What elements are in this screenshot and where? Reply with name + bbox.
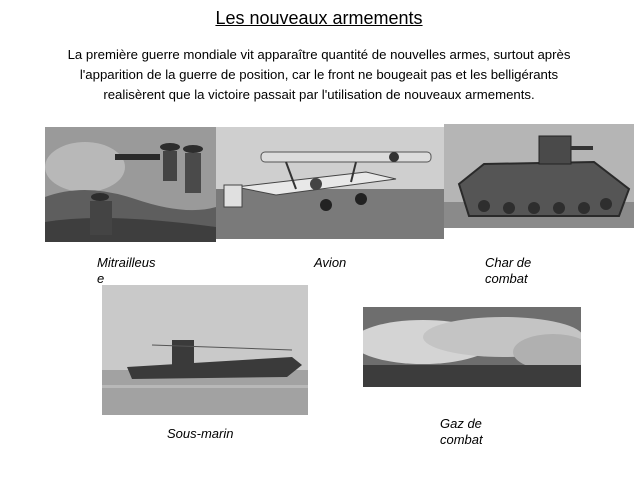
intro-line: l'apparition de la guerre de position, car le front ne bougeait pas et les belligérants — [79, 67, 559, 82]
machine-gun-photo — [45, 127, 216, 242]
tank-photo — [444, 124, 634, 228]
intro-paragraph — [28, 45, 610, 105]
caption-line: Mitrailleus — [97, 255, 156, 270]
plane-photo — [216, 127, 444, 239]
caption-line: Char de — [485, 255, 532, 270]
caption-line: e — [97, 271, 105, 286]
slide-title: Les nouveaux armements — [215, 8, 423, 28]
caption-plane — [314, 255, 346, 271]
caption-machine-gun — [97, 255, 156, 287]
submarine-photo — [102, 285, 308, 415]
gas-photo — [363, 307, 581, 387]
caption-line: Avion — [314, 255, 347, 270]
intro-line: La première guerre mondiale vit apparaître quantité de nouvelles armes, surtout après — [67, 47, 571, 62]
caption-gas — [440, 416, 483, 448]
caption-tank — [485, 255, 531, 287]
intro-line: realisèrent que la victoire passait par l'utilisation de nouveaux armements. — [103, 87, 535, 102]
caption-line: Sous-marin — [167, 426, 234, 441]
caption-submarine — [167, 426, 233, 442]
caption-line: combat — [440, 432, 483, 447]
caption-line: combat — [485, 271, 528, 286]
caption-line: Gaz de — [440, 416, 482, 431]
